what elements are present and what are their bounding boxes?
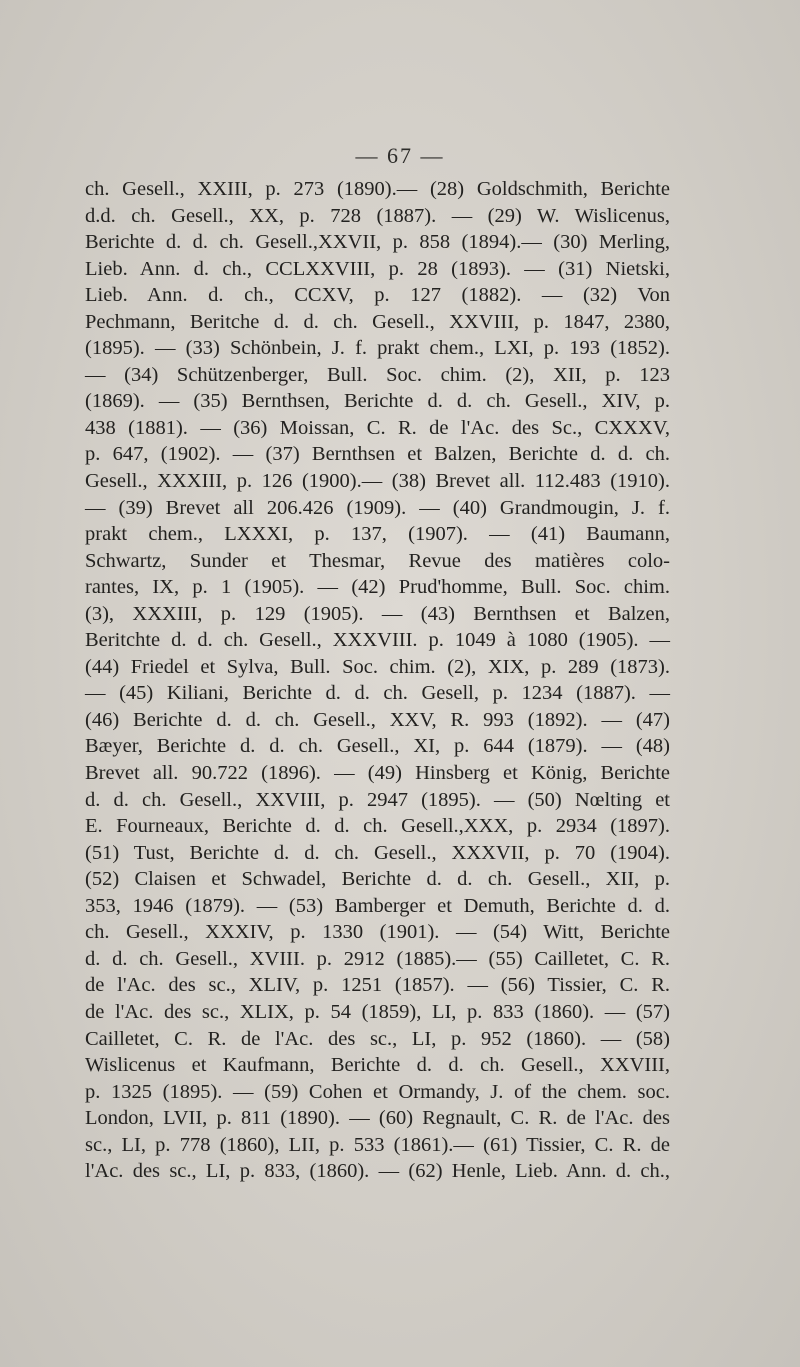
text-line: — (34) Schützenberger, Bull. Soc. chim. (2), XII, p. 123 — [85, 363, 670, 386]
text-line: Pechmann, Beritche d. d. ch. Gesell., XXVIII, p. 1847, 2380, — [85, 310, 670, 333]
text-line: 438 (1881). — (36) Moissan, C. R. de l'Ac. des Sc., CXXXV, — [85, 416, 670, 439]
text-line: p. 1325 (1895). — (59) Cohen et Ormandy, J. of the chem. soc. — [85, 1080, 670, 1103]
text-line: Cailletet, C. R. de l'Ac. des sc., LI, p. 952 (1860). — (58) — [85, 1027, 670, 1050]
text-line: — (39) Brevet all 206.426 (1909). — (40) Grandmougin, J. f. — [85, 496, 670, 519]
text-line: Brevet all. 90.722 (1896). — (49) Hinsberg et König, Berichte — [85, 762, 670, 785]
text-line: d. d. ch. Gesell., XXVIII, p. 2947 (1895). — (50) Nœlting et — [85, 788, 670, 811]
references-text-block — [85, 176, 670, 1185]
text-line: Beritchte d. d. ch. Gesell., XXXVIII. p. 1049 à 1080 (1905). — — [85, 629, 670, 652]
text-line: de l'Ac. des sc., XLIV, p. 1251 (1857). — (56) Tissier, C. R. — [85, 974, 670, 997]
page-number: — 67 — — [355, 143, 445, 168]
text-line: rantes, IX, p. 1 (1905). — (42) Prud'homme, Bull. Soc. chim. — [85, 576, 670, 599]
text-line: Schwartz, Sunder et Thesmar, Revue des matières colo- — [85, 549, 670, 572]
text-line: d.d. ch. Gesell., XX, p. 728 (1887). — (29) W. Wislicenus, — [85, 204, 670, 227]
text-line: (1895). — (33) Schönbein, J. f. prakt chem., LXI, p. 193 (1852). — [85, 337, 670, 360]
text-line: (52) Claisen et Schwadel, Berichte d. d. ch. Gesell., XII, p. — [85, 868, 670, 891]
text-line: Berichte d. d. ch. Gesell.,XXVII, p. 858 (1894).— (30) Merling, — [85, 231, 670, 254]
text-line: (1869). — (35) Bernthsen, Berichte d. d. ch. Gesell., XIV, p. — [85, 390, 670, 413]
text-line: ch. Gesell., XXIII, p. 273 (1890).— (28) Goldschmith, Berichte — [85, 178, 670, 200]
text-line: d. d. ch. Gesell., XVIII. p. 2912 (1885).— (55) Cailletet, C. R. — [85, 947, 670, 970]
text-line: E. Fourneaux, Berichte d. d. ch. Gesell.,XXX, p. 2934 (1897). — [85, 815, 670, 838]
text-line: sc., LI, p. 778 (1860), LII, p. 533 (1861).— (61) Tissier, C. R. de — [85, 1133, 670, 1156]
text-line: Wislicenus et Kaufmann, Berichte d. d. ch. Gesell., XXVIII, — [85, 1054, 670, 1077]
text-line: Gesell., XXXIII, p. 126 (1900).— (38) Brevet all. 112.483 (1910). — [85, 470, 670, 493]
text-line: Lieb. Ann. d. ch., CCLXXVIII, p. 28 (1893). — (31) Nietski, — [85, 257, 670, 280]
text-line: Lieb. Ann. d. ch., CCXV, p. 127 (1882). — (32) Von — [85, 284, 670, 307]
text-line: (3), XXXIII, p. 129 (1905). — (43) Bernthsen et Balzen, — [85, 602, 670, 625]
text-line: l'Ac. des sc., LI, p. 833, (1860). — (62) Henle, Lieb. Ann. d. ch., — [85, 1160, 670, 1183]
text-line: 353, 1946 (1879). — (53) Bamberger et Demuth, Berichte d. d. — [85, 894, 670, 917]
text-line: London, LVII, p. 811 (1890). — (60) Regnault, C. R. de l'Ac. des — [85, 1107, 670, 1130]
text-line: — (45) Kiliani, Berichte d. d. ch. Gesell, p. 1234 (1887). — — [85, 682, 670, 705]
text-line: (46) Berichte d. d. ch. Gesell., XXV, R. 993 (1892). — (47) — [85, 708, 670, 731]
text-line: Bæyer, Berichte d. d. ch. Gesell., XI, p. 644 (1879). — (48) — [85, 735, 670, 758]
text-line: prakt chem., LXXXI, p. 137, (1907). — (41) Baumann, — [85, 523, 670, 546]
text-line: (51) Tust, Berichte d. d. ch. Gesell., XXXVII, p. 70 (1904). — [85, 841, 670, 864]
text-line: (44) Friedel et Sylva, Bull. Soc. chim. (2), XIX, p. 289 (1873). — [85, 655, 670, 678]
text-line: p. 647, (1902). — (37) Bernthsen et Balzen, Berichte d. d. ch. — [85, 443, 670, 466]
text-line: de l'Ac. des sc., XLIX, p. 54 (1859), LI, p. 833 (1860). — (57) — [85, 1000, 670, 1023]
text-line: ch. Gesell., XXXIV, p. 1330 (1901). — (54) Witt, Berichte — [85, 921, 670, 944]
